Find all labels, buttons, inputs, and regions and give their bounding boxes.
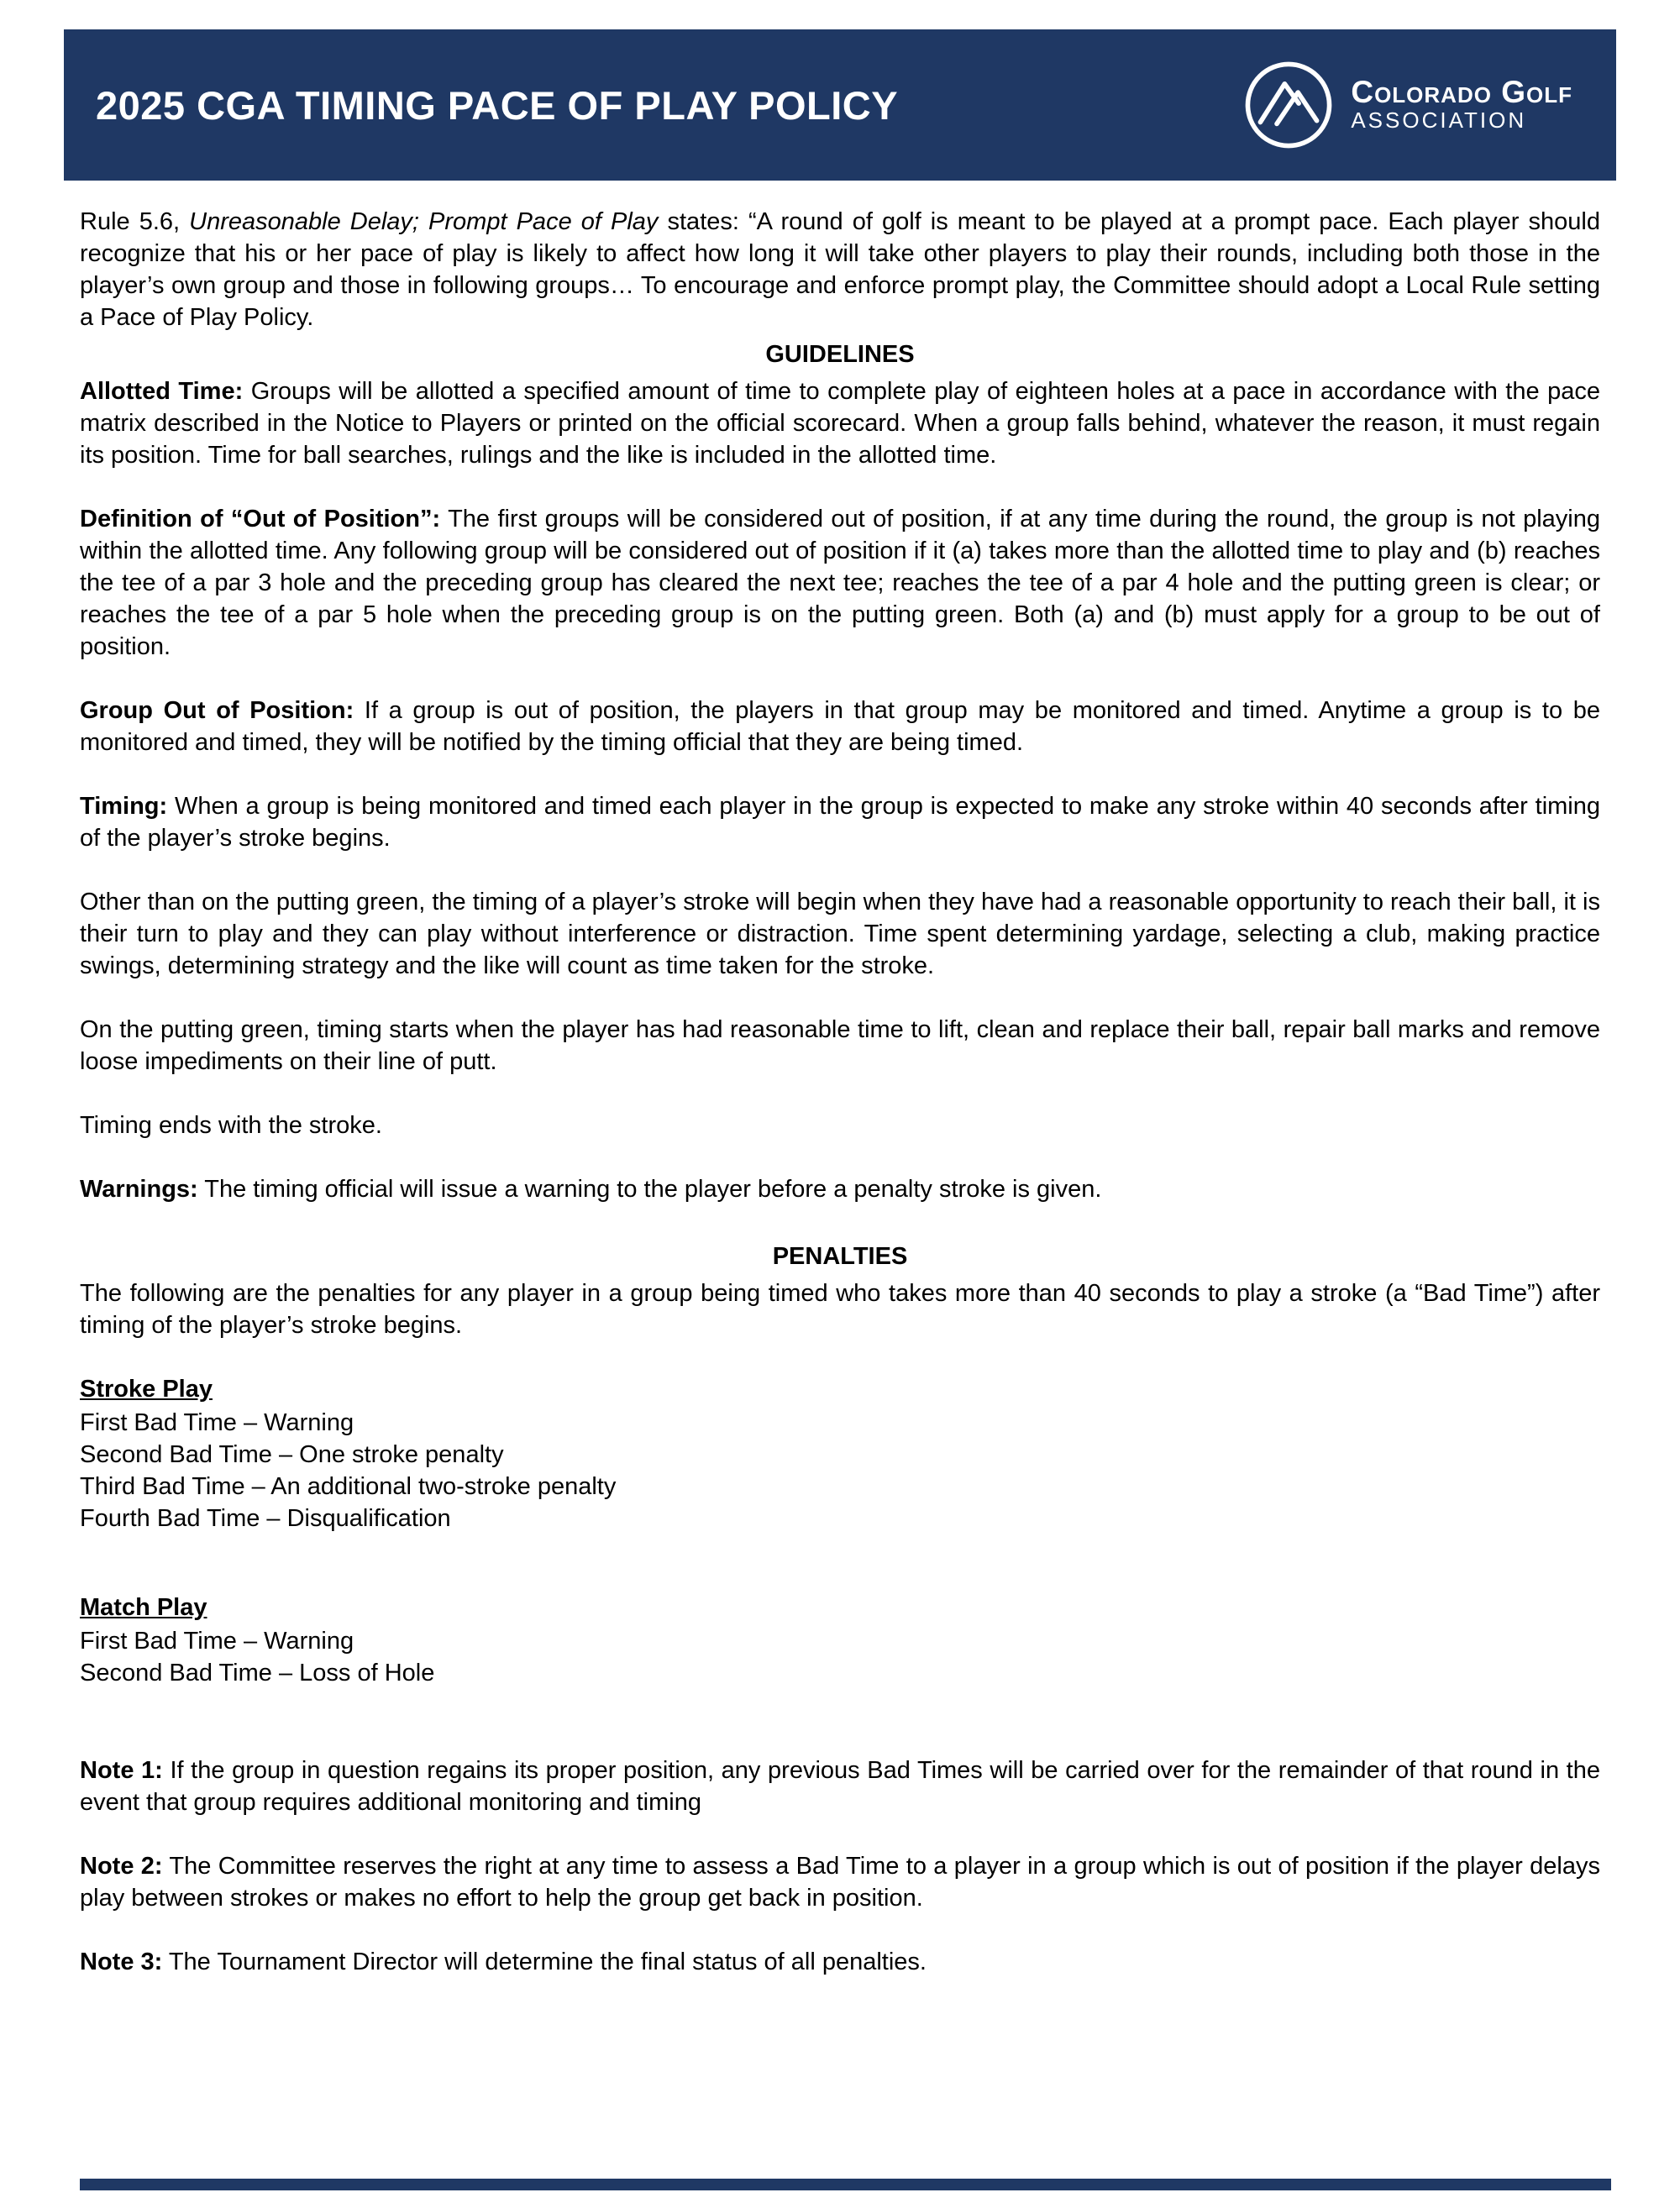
note-label: Note 1:	[80, 1757, 163, 1784]
note-2	[80, 1850, 1600, 1914]
paragraph-text: Other than on the putting green, the timing of a player’s stroke will begin when they have had a reasonable opportunity to reach their ball, it is their turn to play and they can play without interference or distraction. Time spent determining yardage, selecting a club, making practice swings, determining strategy and the like will count as time taken for the stroke.	[80, 889, 1600, 979]
note-1	[80, 1755, 1600, 1818]
stroke-play-heading: Stroke Play	[80, 1376, 213, 1403]
notes-section	[80, 1755, 1600, 1978]
logo-subtitle: ASSOCIATION	[1351, 108, 1527, 134]
paragraph-label: Definition of “Out of Position”:	[80, 506, 441, 532]
paragraph-timing-off-green	[80, 886, 1600, 982]
paragraph-text: On the putting green, timing starts when the player has had reasonable time to lift, clean and replace their ball, repair ball marks and remove loose impediments on their line of putt.	[80, 1016, 1600, 1075]
paragraph-warnings	[80, 1173, 1600, 1205]
intro-italic: Unreasonable Delay; Prompt Pace of Play	[189, 208, 659, 235]
paragraph-timing-on-green	[80, 1014, 1600, 1078]
match-play-section	[80, 1592, 1600, 1689]
paragraph-label: Timing:	[80, 793, 168, 820]
cga-circle-mountain-icon	[1242, 58, 1336, 152]
intro-rest: states: “A round of golf is meant to be played at a prompt pace. Each player should recognize that his or her pace of play is likely to affect how long it will take other players to play their rounds, including both those in the player’s own group and those in following groups… To encourage and enforce prompt play, the Committee should adopt a Local Rule setting a Pace of Play Policy.	[80, 208, 1600, 331]
paragraph-label: Allotted Time:	[80, 378, 244, 405]
intro-paragraph	[80, 206, 1600, 333]
paragraph-timing-ends	[80, 1109, 1600, 1141]
logo-name: Colorado Golf	[1351, 74, 1572, 109]
footer-accent-bar	[80, 2179, 1611, 2190]
note-text: If the group in question regains its proper position, any previous Bad Times will be carried over for the remainder of that round in the event that group requires additional monitoring and timing	[80, 1757, 1600, 1816]
stroke-play-item-1: First Bad Time – Warning	[80, 1409, 354, 1436]
intro-prefix: Rule 5.6,	[80, 208, 190, 235]
document-page	[0, 29, 1680, 1978]
paragraph-timing	[80, 790, 1600, 854]
stroke-play-item-3: Third Bad Time – An additional two-stroke penalty	[80, 1473, 617, 1500]
paragraph-text: If a group is out of position, the players in that group may be monitored and timed. Anytime a group is to be monitored and timed, they will be notified by the timing official that they are being timed.	[80, 697, 1600, 756]
penalties-intro-paragraph: The following are the penalties for any player in a group being timed who takes more than 40 seconds to play a stroke (a “Bad Time”) after timing of the player’s stroke begins.	[80, 1280, 1600, 1339]
paragraph-label: Group Out of Position:	[80, 697, 354, 724]
stroke-play-item-2: Second Bad Time – One stroke penalty	[80, 1441, 504, 1468]
note-text: The Committee reserves the right at any time to assess a Bad Time to a player in a group which is out of position if the player delays play between strokes or makes no effort to help the group get back in position.	[80, 1853, 1600, 1912]
paragraph-text: The first groups will be considered out of position, if at any time during the round, the group is not playing within the allotted time. Any following group will be considered out of position if it (a) takes more than the allotted time to play and (b) reaches the tee of a par 3 hole and the preceding group has cleared the next tee; reaches the tee of a par 4 hole and the putting green is clear; or reaches the tee of a par 5 hole when the preceding group is on the putting green. Both (a) and (b) must apply for a group to be out of position.	[80, 506, 1600, 660]
paragraph-allotted-time	[80, 375, 1600, 471]
paragraph-group-out-of-position	[80, 695, 1600, 758]
match-play-item-2: Second Bad Time – Loss of Hole	[80, 1660, 435, 1686]
note-label: Note 2:	[80, 1853, 163, 1880]
document-header	[64, 29, 1616, 181]
document-body	[0, 181, 1680, 1978]
paragraph-label: Warnings:	[80, 1176, 198, 1203]
match-play-item-1: First Bad Time – Warning	[80, 1628, 354, 1655]
logo-text	[1351, 76, 1572, 134]
paragraph-text: When a group is being monitored and timed each player in the group is expected to make any stroke within 40 seconds after timing of the player’s stroke begins.	[80, 793, 1600, 852]
note-label: Note 3:	[80, 1949, 163, 1975]
penalties-heading: PENALTIES	[772, 1243, 908, 1270]
page-title: 2025 CGA TIMING PACE OF PLAY POLICY	[96, 82, 899, 128]
paragraph-text: Groups will be allotted a specified amount of time to complete play of eighteen holes at a pace in accordance with the pace matrix described in the Notice to Players or printed on the official scorecard. When a group falls behind, whatever the reason, it must regain its position. Time for ball searches, rulings and the like is included in the allotted time.	[80, 378, 1600, 469]
match-play-heading: Match Play	[80, 1594, 207, 1621]
paragraph-text: The timing official will issue a warning to the player before a penalty stroke is given.	[197, 1176, 1102, 1203]
stroke-play-section	[80, 1373, 1600, 1534]
stroke-play-item-4: Fourth Bad Time – Disqualification	[80, 1505, 451, 1532]
guidelines-heading: GUIDELINES	[765, 341, 915, 368]
note-text: The Tournament Director will determine the final status of all penalties.	[162, 1949, 927, 1975]
paragraph-out-of-position-definition	[80, 503, 1600, 663]
cga-logo	[1242, 58, 1572, 152]
paragraph-text: Timing ends with the stroke.	[80, 1112, 382, 1139]
note-3	[80, 1946, 1600, 1978]
